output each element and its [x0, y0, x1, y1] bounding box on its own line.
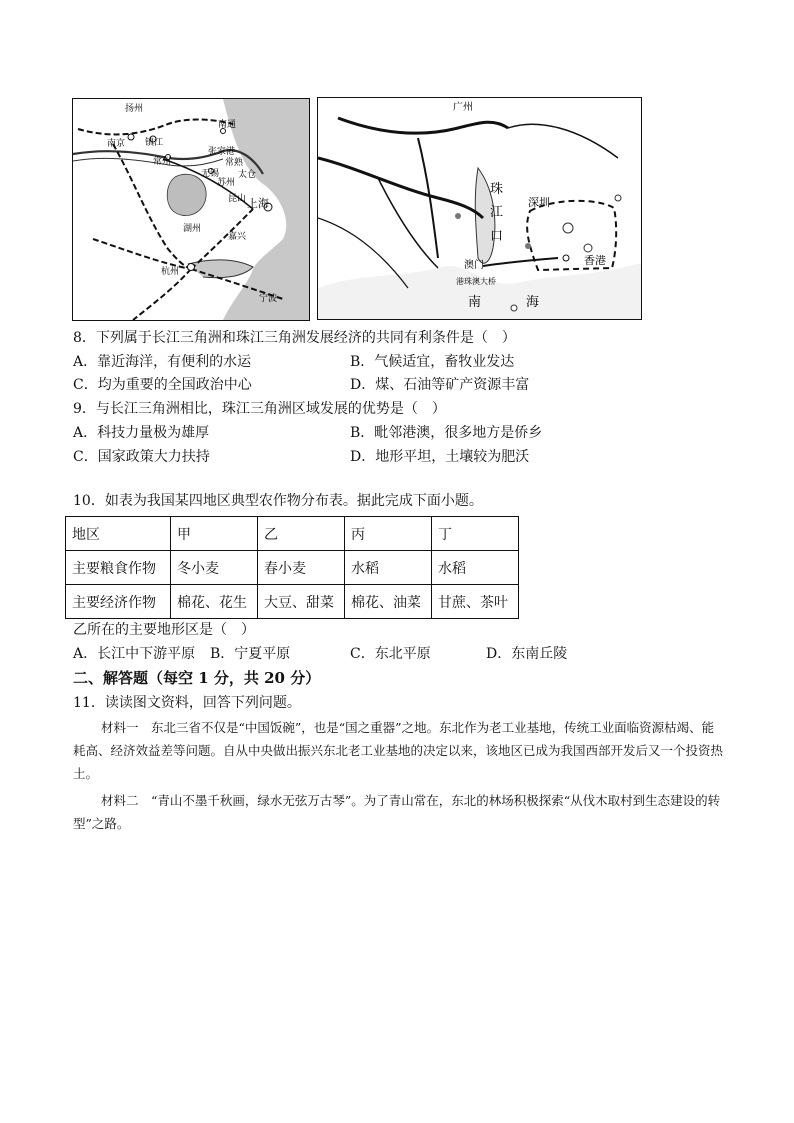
- q10-option-c: C．东北平原: [350, 646, 431, 662]
- map-label: 湖州: [183, 224, 202, 234]
- table-cell: 地区: [66, 517, 171, 551]
- table-cell: 丙: [345, 517, 432, 551]
- map-label: 江: [490, 205, 504, 220]
- table-cell: 乙: [258, 517, 345, 551]
- map-label: 广州: [453, 102, 473, 113]
- map-label: 澳门: [464, 260, 484, 271]
- map-label: 口: [490, 229, 504, 244]
- q8-option-c: C．均为重要的全国政治中心: [73, 377, 252, 393]
- q9-option-b: B．毗邻港澳，很多地方是侨乡: [350, 425, 543, 441]
- q9-stem: 9．与长江三角洲相比，珠江三角洲区域发展的优势是（ ）: [73, 401, 446, 417]
- q10-stem: 10．如表为我国某四地区典型农作物分布表。据此完成下面小题。: [73, 493, 483, 509]
- map-label: 海: [526, 295, 540, 310]
- crop-distribution-table: [65, 516, 519, 619]
- table-row: [66, 551, 519, 585]
- q11-material-2: 材料二 “青山不墨千秋画，绿水无弦万古琴”。为了青山常在，东北的林场积极探索“从伐木取村到生态建设的转型”之路。: [73, 793, 721, 831]
- table-cell: 甲: [171, 517, 258, 551]
- q9-option-d: D．地形平坦，土壤较为肥沃: [350, 449, 530, 465]
- table-cell: 大豆、甜菜: [258, 585, 345, 619]
- map-label: 南: [468, 295, 482, 310]
- q10-sub-question: 乙所在的主要地形区是（ ）: [73, 622, 255, 638]
- q9-option-a: A．科技力量极为雄厚: [73, 425, 210, 441]
- table-cell: 棉花、油菜: [345, 585, 432, 619]
- map-label: 张家港: [208, 147, 236, 157]
- map-label: 太仓: [238, 170, 257, 180]
- table-cell: 水稻: [432, 551, 519, 585]
- q8-option-a: A．靠近海洋，有便利的水运: [73, 354, 252, 370]
- map-label: 南通: [218, 120, 237, 130]
- q9-option-c: C．国家政策大力扶持: [73, 449, 210, 465]
- map-label: 扬州: [125, 104, 144, 114]
- q8-option-b: B．气候适宜，畜牧业发达: [350, 354, 515, 370]
- map-label: 香港: [584, 254, 606, 267]
- map-label: 无锡: [201, 169, 220, 179]
- table-cell: 主要经济作物: [66, 585, 171, 619]
- q8-stem: 8．下列属于长江三角洲和珠江三角洲发展经济的共同有利条件是（ ）: [73, 330, 516, 346]
- pearl-delta-map: [317, 97, 642, 320]
- q10-option-a: A．长江中下游平原: [73, 646, 196, 662]
- table-cell: 丁: [432, 517, 519, 551]
- table-cell: 冬小麦: [171, 551, 258, 585]
- q8-option-d: D．煤、石油等矿产资源丰富: [350, 377, 530, 393]
- table-cell: 水稻: [345, 551, 432, 585]
- map-label: 嘉兴: [228, 232, 247, 242]
- map-label: 常州: [153, 157, 172, 167]
- map-label: 上海: [247, 197, 269, 210]
- table-row: [66, 517, 519, 551]
- table-cell: 甘蔗、茶叶: [432, 585, 519, 619]
- q10-option-d: D．东南丘陵: [486, 646, 568, 662]
- map-label: 镇江: [145, 138, 164, 148]
- map-label: 昆山: [228, 194, 247, 204]
- table-cell: 棉花、花生: [171, 585, 258, 619]
- table-cell: 主要粮食作物: [66, 551, 171, 585]
- map-label: 杭州: [161, 267, 180, 277]
- q11-material-1: 材料一 东北三省不仅是“中国饭碗”，也是“国之重器”之地。东北作为老工业基地，传统工业面临资源枯竭、能耗高、经济效益差等问题。自从中央做出振兴东北老工业基地的决定以来，该地区已成为我国西部开发后又一个投资热土。: [73, 720, 724, 781]
- yangtze-delta-map: [72, 98, 310, 321]
- map-label: 苏州: [217, 178, 236, 188]
- table-cell: 春小麦: [258, 551, 345, 585]
- q11-stem: 11．读读图文资料，回答下列问题。: [73, 695, 301, 711]
- table-row: [66, 585, 519, 619]
- section-heading: 二、解答题（每空 1 分，共 20 分）: [73, 669, 321, 687]
- map-label: 常熟: [225, 158, 244, 168]
- q10-option-b: B．宁夏平原: [210, 646, 291, 662]
- map-label: 宁波: [259, 294, 278, 304]
- map-label: 深圳: [528, 196, 550, 209]
- map-label: 南京: [107, 139, 126, 149]
- map-label: 港珠澳大桥: [456, 277, 496, 286]
- map-label: 珠: [490, 182, 504, 197]
